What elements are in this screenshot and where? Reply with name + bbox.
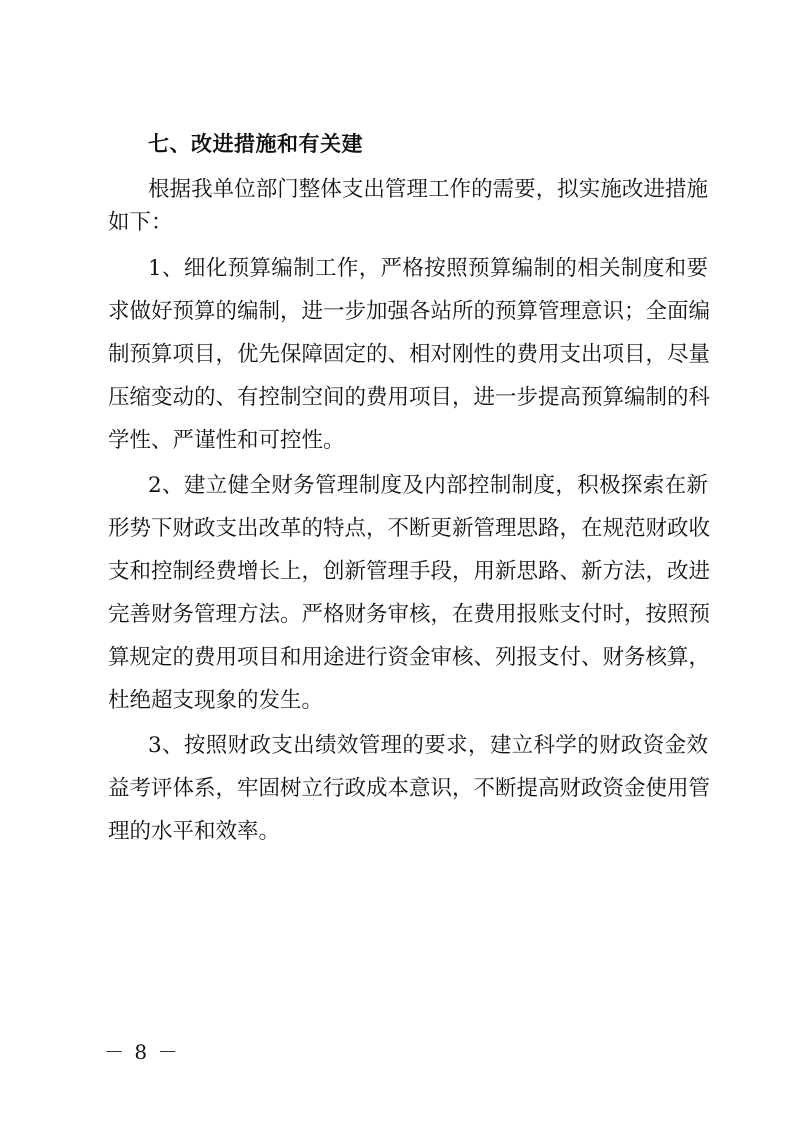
paragraph-2-line-5: 学性、严谨性和可控性。 xyxy=(108,428,345,453)
paragraph-2-line-4: 压缩变动的、有控制空间的费用项目，进一步提高预算编制的科 xyxy=(108,385,711,410)
paragraph-4-line-1: 3、按照财政支出绩效管理的要求，建立科学的财政资金效 xyxy=(148,733,708,758)
section-heading: 七、改进措施和有关建 xyxy=(148,132,363,156)
paragraph-3-line-6: 杜绝超支现象的发生。 xyxy=(108,688,324,713)
paragraph-3-line-4: 完善财务管理方法。严格财务审核，在费用报账支付时，按照预 xyxy=(108,602,711,627)
paragraph-1-line-2: 如下： xyxy=(108,210,173,235)
paragraph-2-line-2: 求做好预算的编制，进一步加强各站所的预算管理意识；全面编 xyxy=(108,299,711,324)
paragraph-4-line-2: 益考评体系，牢固树立行政成本意识，不断提高财政资金使用管 xyxy=(108,776,711,801)
page-number: － 8 － xyxy=(104,1040,180,1064)
paragraph-2-line-1: 1、细化预算编制工作，严格按照预算编制的相关制度和要 xyxy=(148,256,708,281)
paragraph-4-line-3: 理的水平和效率。 xyxy=(108,819,281,844)
paragraph-3-line-5: 算规定的费用项目和用途进行资金审核、列报支付、财务核算， xyxy=(108,645,711,670)
paragraph-3-line-2: 形势下财政支出改革的特点，不断更新管理思路，在规范财政收 xyxy=(108,516,711,541)
paragraph-1-line-1: 根据我单位部门整体支出管理工作的需要，拟实施改进措施 xyxy=(148,177,708,202)
paragraph-3-line-3: 支和控制经费增长上，创新管理手段，用新思路、新方法，改进 xyxy=(108,559,711,584)
paragraph-3-line-1: 2、建立健全财务管理制度及内部控制制度，积极探索在新 xyxy=(148,473,708,498)
paragraph-2-line-3: 制预算项目，优先保障固定的、相对刚性的费用支出项目，尽量 xyxy=(108,342,711,367)
